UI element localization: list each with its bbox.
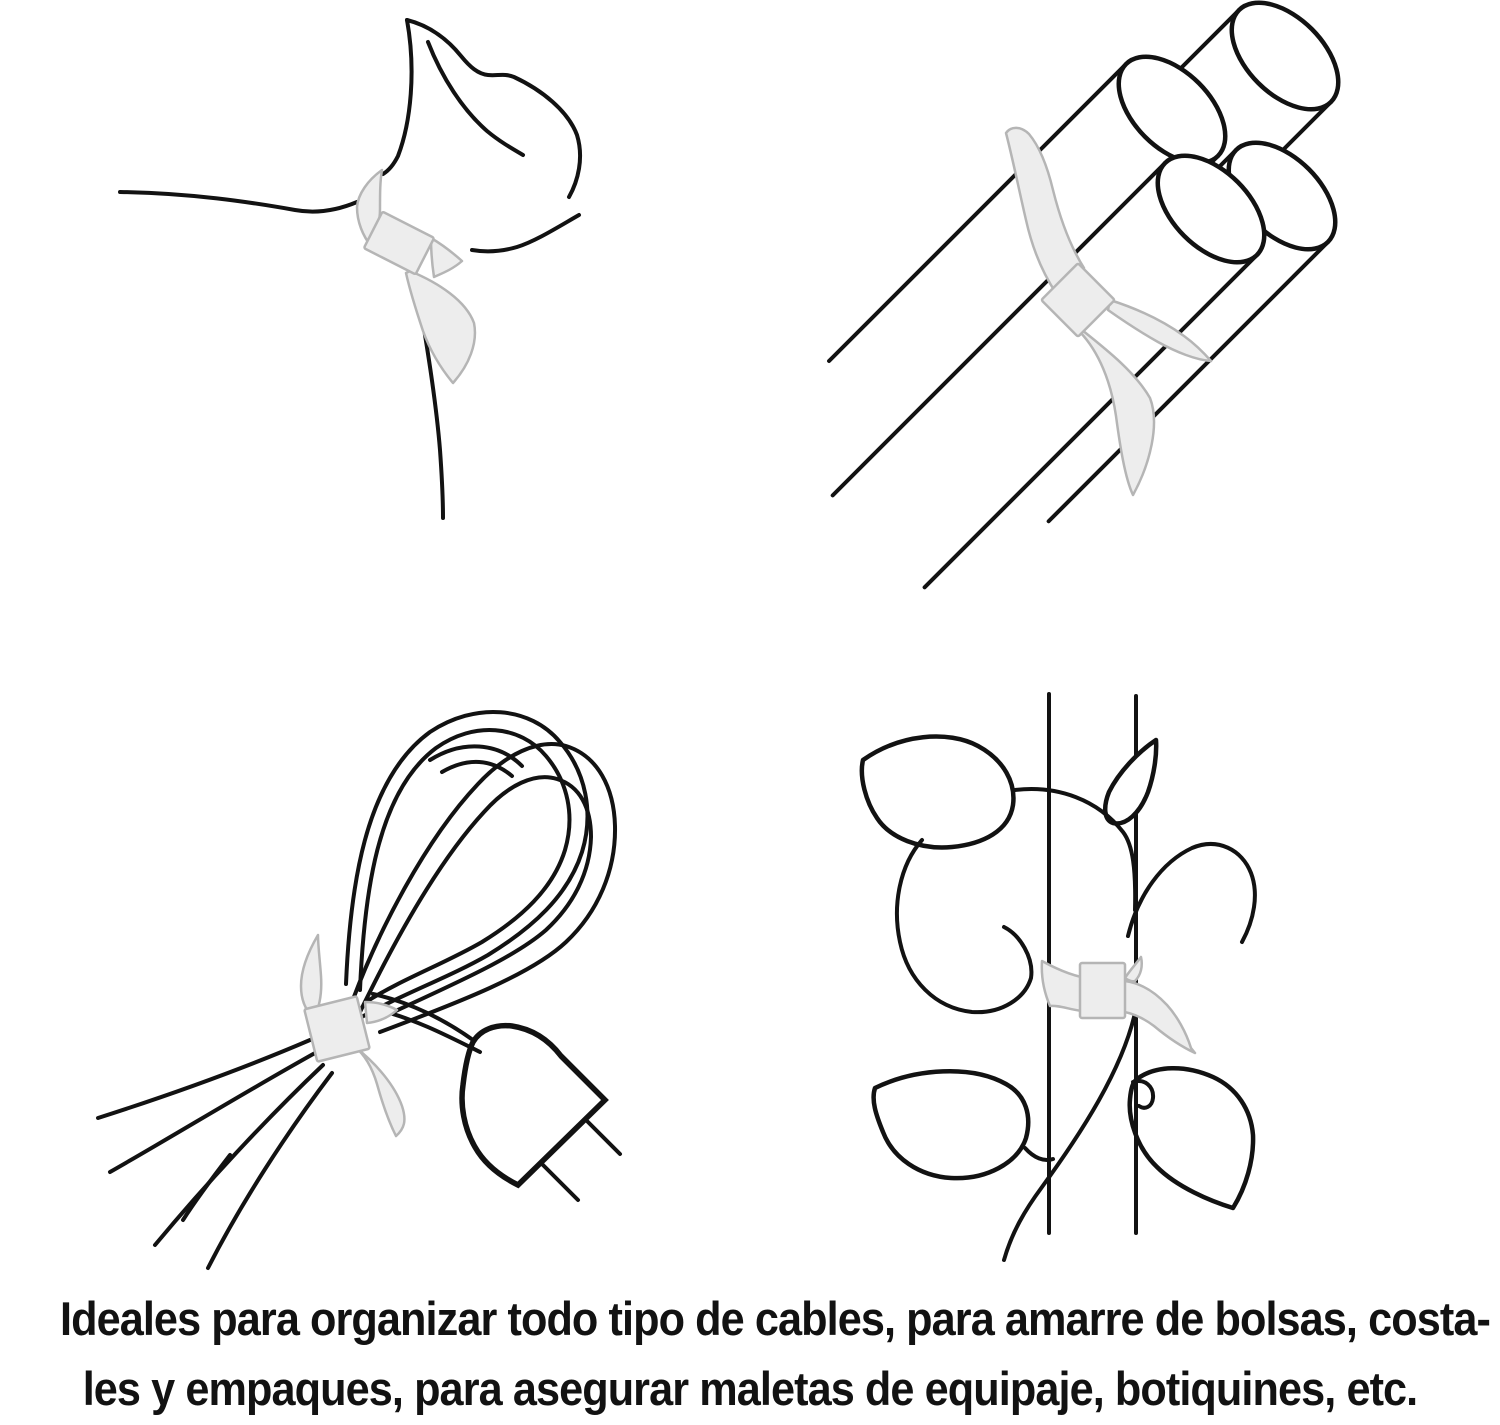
- illustration-plant-tie: [820, 680, 1460, 1270]
- illustration-bag-tie: [80, 0, 700, 560]
- tie-head: [1080, 963, 1125, 1018]
- leaf: [1130, 1068, 1253, 1208]
- plant-tie-drawing: [820, 680, 1460, 1270]
- illustration-pipes-tie: [820, 0, 1420, 560]
- leaf: [874, 1071, 1029, 1178]
- plug-prong: [542, 1164, 578, 1200]
- cable-tie-icon: [357, 170, 475, 383]
- caption-line-1: Ideales para organizar todo tipo de cables, para amarre de bolsas, costa-: [60, 1292, 1490, 1345]
- bag-tie-drawing: [80, 0, 700, 560]
- power-plug: [462, 1026, 620, 1200]
- bag-outline: [120, 20, 580, 518]
- plug-prong: [586, 1120, 620, 1154]
- illustration-cables-tie: [80, 680, 700, 1270]
- cable-tie-icon: [301, 935, 404, 1136]
- leaf: [862, 737, 1014, 848]
- cable-tie-icon: [1042, 957, 1195, 1053]
- coiled-cable: [98, 712, 615, 1268]
- cables-tie-drawing: [80, 680, 700, 1270]
- leaf: [1105, 740, 1156, 823]
- caption-line-2: les y empaques, para asegurar maletas de equipaje, botiquines, etc.: [82, 1362, 1418, 1415]
- caption: [0, 1284, 1500, 1424]
- pipes-tie-drawing: [820, 0, 1420, 560]
